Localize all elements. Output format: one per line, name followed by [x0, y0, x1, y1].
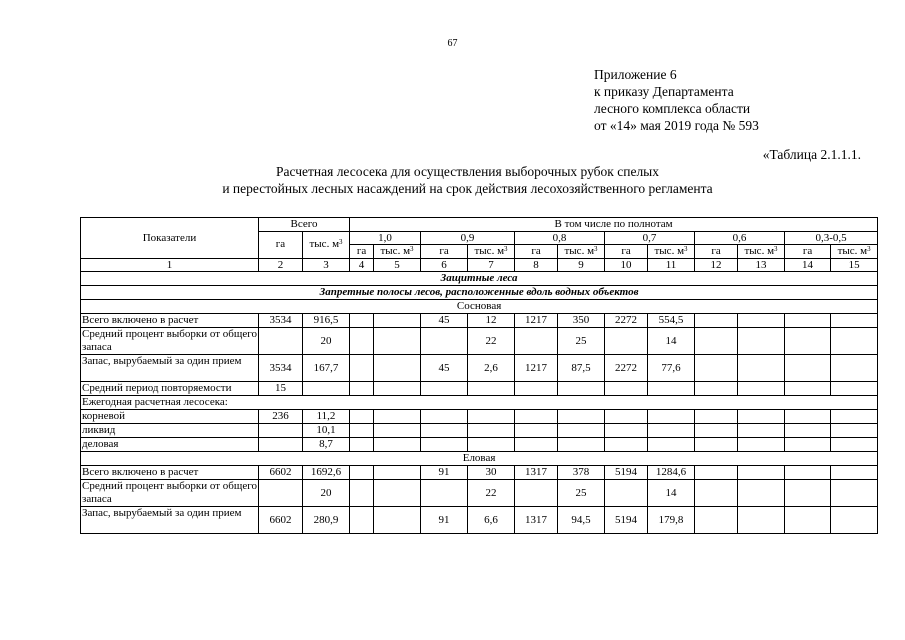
- column-number: 1: [81, 258, 259, 272]
- table-cell: [374, 507, 421, 534]
- table-cell: [350, 355, 374, 382]
- table-row: [81, 438, 878, 452]
- table-cell: [695, 410, 738, 424]
- table-cell: [695, 382, 738, 396]
- header-density: 0,9: [421, 231, 515, 245]
- table-cell: [374, 438, 421, 452]
- table-cell: [785, 424, 831, 438]
- row-label: Средний период повторяемости: [81, 382, 259, 396]
- header-indicators: Показатели: [81, 218, 259, 259]
- table-cell: [515, 480, 558, 507]
- table-cell: 1284,6: [648, 466, 695, 480]
- table-cell: [648, 424, 695, 438]
- table-cell: [695, 314, 738, 328]
- table-cell: [350, 507, 374, 534]
- table-cell: 2272: [605, 314, 648, 328]
- table-cell: [350, 438, 374, 452]
- table-cell: [515, 328, 558, 355]
- table-cell: [259, 328, 303, 355]
- table-cell: [421, 424, 468, 438]
- row-label: Всего включено в расчет: [81, 314, 259, 328]
- header-ha: га: [785, 245, 831, 259]
- table-cell: [695, 507, 738, 534]
- table-cell: 378: [558, 466, 605, 480]
- table-cell: 45: [421, 355, 468, 382]
- table-cell: [468, 424, 515, 438]
- table-cell: [738, 480, 785, 507]
- allowable-cut-table: [80, 217, 878, 534]
- table-row: [81, 396, 878, 410]
- header-total: Всего: [259, 218, 350, 232]
- header-volume: [374, 245, 421, 259]
- table-cell: 3534: [259, 355, 303, 382]
- column-number: 8: [515, 258, 558, 272]
- table-row: [81, 314, 878, 328]
- table-cell: [831, 314, 878, 328]
- header-volume: [738, 245, 785, 259]
- table-cell: 22: [468, 480, 515, 507]
- table-cell: [831, 355, 878, 382]
- table-cell: 87,5: [558, 355, 605, 382]
- column-number: 7: [468, 258, 515, 272]
- header-density: 0,8: [515, 231, 605, 245]
- section-row: [81, 452, 878, 466]
- table-cell: [515, 382, 558, 396]
- table-cell: [695, 466, 738, 480]
- unit-text: тыс. м: [654, 245, 685, 257]
- appendix-line: от «14» мая 2019 года № 593: [594, 118, 759, 133]
- table-cell: 91: [421, 466, 468, 480]
- table-cell: [558, 438, 605, 452]
- appendix-line: к приказу Департамента: [594, 84, 734, 99]
- header-volume: [831, 245, 878, 259]
- page-number: 67: [447, 38, 458, 49]
- table-cell: [785, 382, 831, 396]
- table-cell: [374, 314, 421, 328]
- table-cell: [605, 328, 648, 355]
- row-label: ликвид: [81, 424, 259, 438]
- header-ha: га: [421, 245, 468, 259]
- header-density: 0,6: [695, 231, 785, 245]
- table-cell: [350, 480, 374, 507]
- table-cell: 1317: [515, 466, 558, 480]
- header-ha: га: [605, 245, 648, 259]
- column-number: 5: [374, 258, 421, 272]
- table-row: [81, 355, 878, 382]
- table-cell: [374, 424, 421, 438]
- header-total-volume: тыс. $м^3$: [303, 231, 350, 258]
- column-number: 12: [695, 258, 738, 272]
- table-body: [81, 218, 878, 534]
- table-cell: [421, 480, 468, 507]
- table-cell: 6,6: [468, 507, 515, 534]
- table-cell: [831, 507, 878, 534]
- table-cell: [350, 410, 374, 424]
- header-density: 0,3-0,5: [785, 231, 878, 245]
- table-cell: [374, 355, 421, 382]
- table-cell: [421, 410, 468, 424]
- table-cell: [259, 480, 303, 507]
- table-cell: [468, 410, 515, 424]
- table-cell: [738, 438, 785, 452]
- table-cell: [695, 438, 738, 452]
- header-volume: [558, 245, 605, 259]
- table-cell: [738, 410, 785, 424]
- row-label: Всего включено в расчет: [81, 466, 259, 480]
- table-cell: 5194: [605, 507, 648, 534]
- table-cell: 10,1: [303, 424, 350, 438]
- table-cell: [558, 410, 605, 424]
- table-cell: 25: [558, 480, 605, 507]
- table-cell: [695, 355, 738, 382]
- unit-text: тыс. м: [744, 245, 775, 257]
- unit-text: тыс. м: [837, 245, 868, 257]
- table-cell: 91: [421, 507, 468, 534]
- table-cell: [605, 438, 648, 452]
- table-cell: 20: [303, 328, 350, 355]
- table-cell: [350, 314, 374, 328]
- column-number: 4: [350, 258, 374, 272]
- unit-text: тыс. м: [380, 245, 411, 257]
- table-cell: [738, 424, 785, 438]
- row-label: Запас, вырубаемый за один прием: [81, 355, 259, 382]
- table-cell: 20: [303, 480, 350, 507]
- table-cell: [785, 355, 831, 382]
- table-cell: 179,8: [648, 507, 695, 534]
- unit-text: тыс. м: [474, 245, 505, 257]
- header-density: 1,0: [350, 231, 421, 245]
- title-line: и перестойных лесных насаждений на срок действия лесохозяйственного регламента: [222, 181, 713, 196]
- unit-superscript: 3: [684, 245, 688, 253]
- table-cell: [738, 314, 785, 328]
- table-cell: [374, 410, 421, 424]
- table-cell: [831, 424, 878, 438]
- section-title: Запретные полосы лесов, расположенные вдоль водных объектов: [81, 286, 878, 300]
- table-row: [81, 382, 878, 396]
- table-cell: [259, 424, 303, 438]
- table-cell: 14: [648, 328, 695, 355]
- header-volume: [468, 245, 515, 259]
- table-cell: [738, 355, 785, 382]
- table-cell: [259, 438, 303, 452]
- table-cell: [515, 438, 558, 452]
- unit-superscript: 3: [774, 245, 778, 253]
- header-density: 0,7: [605, 231, 695, 245]
- section-row: [81, 272, 878, 286]
- table-cell: [350, 466, 374, 480]
- table-cell: [374, 382, 421, 396]
- table-cell: [695, 480, 738, 507]
- table-cell: [738, 328, 785, 355]
- row-label: деловая: [81, 438, 259, 452]
- table-cell: 25: [558, 328, 605, 355]
- table-cell: [738, 382, 785, 396]
- table-cell: 8,7: [303, 438, 350, 452]
- unit-text: тыс. м: [564, 245, 595, 257]
- table-cell: 6602: [259, 507, 303, 534]
- row-label: Средний процент выборки от общего запаса: [82, 480, 257, 505]
- table-cell: [374, 328, 421, 355]
- table-cell: 167,7: [303, 355, 350, 382]
- table-cell: [468, 382, 515, 396]
- table-row: [81, 507, 878, 534]
- table-cell: [558, 424, 605, 438]
- table-cell: 5194: [605, 466, 648, 480]
- table-cell: [785, 410, 831, 424]
- table-cell: [831, 328, 878, 355]
- table-cell: [738, 507, 785, 534]
- table-cell: [515, 424, 558, 438]
- table-cell: [605, 382, 648, 396]
- table-cell: [785, 507, 831, 534]
- table-cell: 350: [558, 314, 605, 328]
- table-cell: [421, 382, 468, 396]
- table-cell: [785, 314, 831, 328]
- table-cell: 2272: [605, 355, 648, 382]
- table-cell: [831, 466, 878, 480]
- table-cell: [648, 382, 695, 396]
- table-cell: 45: [421, 314, 468, 328]
- table-cell: [785, 480, 831, 507]
- table-row: [81, 466, 878, 480]
- table-cell: [605, 480, 648, 507]
- table-cell: 2,6: [468, 355, 515, 382]
- appendix-block: [594, 66, 759, 134]
- row-label: Ежегодная расчетная лесосека:: [81, 396, 878, 410]
- column-number: 3: [303, 258, 350, 272]
- table-cell: [374, 480, 421, 507]
- table-cell: 280,9: [303, 507, 350, 534]
- table-cell: [831, 410, 878, 424]
- row-label: корневой: [81, 410, 259, 424]
- table-cell: [695, 424, 738, 438]
- table-cell: 554,5: [648, 314, 695, 328]
- table-cell: [421, 438, 468, 452]
- row-label: Средний процент выборки от общего запаса: [82, 328, 257, 353]
- table-cell: 916,5: [303, 314, 350, 328]
- table-cell: [831, 382, 878, 396]
- table-cell: [785, 466, 831, 480]
- table-cell: [350, 424, 374, 438]
- table-cell: 6602: [259, 466, 303, 480]
- header-ha: га: [515, 245, 558, 259]
- header-volume: [648, 245, 695, 259]
- appendix-line: Приложение 6: [594, 67, 677, 82]
- table-cell: [303, 382, 350, 396]
- column-number: 2: [259, 258, 303, 272]
- table-cell: 236: [259, 410, 303, 424]
- table-cell: 14: [648, 480, 695, 507]
- table-cell: 1217: [515, 355, 558, 382]
- table-cell: [350, 328, 374, 355]
- table-cell: 22: [468, 328, 515, 355]
- column-number: 11: [648, 258, 695, 272]
- section-title: Еловая: [81, 452, 878, 466]
- table-cell: 94,5: [558, 507, 605, 534]
- row-label: Запас, вырубаемый за один прием: [81, 507, 259, 534]
- appendix-line: лесного комплекса области: [594, 101, 751, 116]
- table-cell: [421, 328, 468, 355]
- table-row: [81, 480, 878, 507]
- header-ha: га: [695, 245, 738, 259]
- table-cell: [738, 466, 785, 480]
- table-cell: [515, 410, 558, 424]
- section-title: Сосновая: [81, 300, 878, 314]
- table-cell: 15: [259, 382, 303, 396]
- unit-superscript: 3: [867, 245, 871, 253]
- table-cell: [831, 438, 878, 452]
- unit-superscript: 3: [410, 245, 414, 253]
- table-cell: [831, 480, 878, 507]
- table-cell: [785, 438, 831, 452]
- table-cell: [605, 424, 648, 438]
- table-label: «Таблица 2.1.1.1.: [762, 147, 861, 162]
- table-cell: 30: [468, 466, 515, 480]
- header-row: [81, 218, 878, 232]
- column-number: 15: [831, 258, 878, 272]
- table-cell: [648, 438, 695, 452]
- table-cell: 1317: [515, 507, 558, 534]
- table-cell: 1217: [515, 314, 558, 328]
- section-row: [81, 286, 878, 300]
- table-cell: 77,6: [648, 355, 695, 382]
- column-number: 9: [558, 258, 605, 272]
- section-title: Защитные леса: [81, 272, 878, 286]
- header-total-ha: га: [259, 231, 303, 258]
- table-cell: 12: [468, 314, 515, 328]
- column-number: 10: [605, 258, 648, 272]
- table-cell: [374, 466, 421, 480]
- table-cell: [648, 410, 695, 424]
- table-cell: [605, 410, 648, 424]
- table-cell: [785, 328, 831, 355]
- table-row: [81, 410, 878, 424]
- table-cell: [695, 328, 738, 355]
- header-ha: га: [350, 245, 374, 259]
- unit-superscript: 3: [594, 245, 598, 253]
- table-cell: 11,2: [303, 410, 350, 424]
- table-row: [81, 424, 878, 438]
- column-number: 14: [785, 258, 831, 272]
- column-number: 6: [421, 258, 468, 272]
- table-title: [0, 163, 905, 197]
- table-cell: 1692,6: [303, 466, 350, 480]
- table-cell: 3534: [259, 314, 303, 328]
- table-cell: [468, 438, 515, 452]
- title-line: Расчетная лесосека для осуществления выборочных рубок спелых: [275, 164, 660, 179]
- section-row: [81, 300, 878, 314]
- unit-superscript: 3: [504, 245, 508, 253]
- column-number: 13: [738, 258, 785, 272]
- header-by-density: В том числе по полнотам: [350, 218, 878, 232]
- table-row: [81, 328, 878, 355]
- table-cell: [350, 382, 374, 396]
- column-number-row: [81, 258, 878, 272]
- table-cell: [558, 382, 605, 396]
